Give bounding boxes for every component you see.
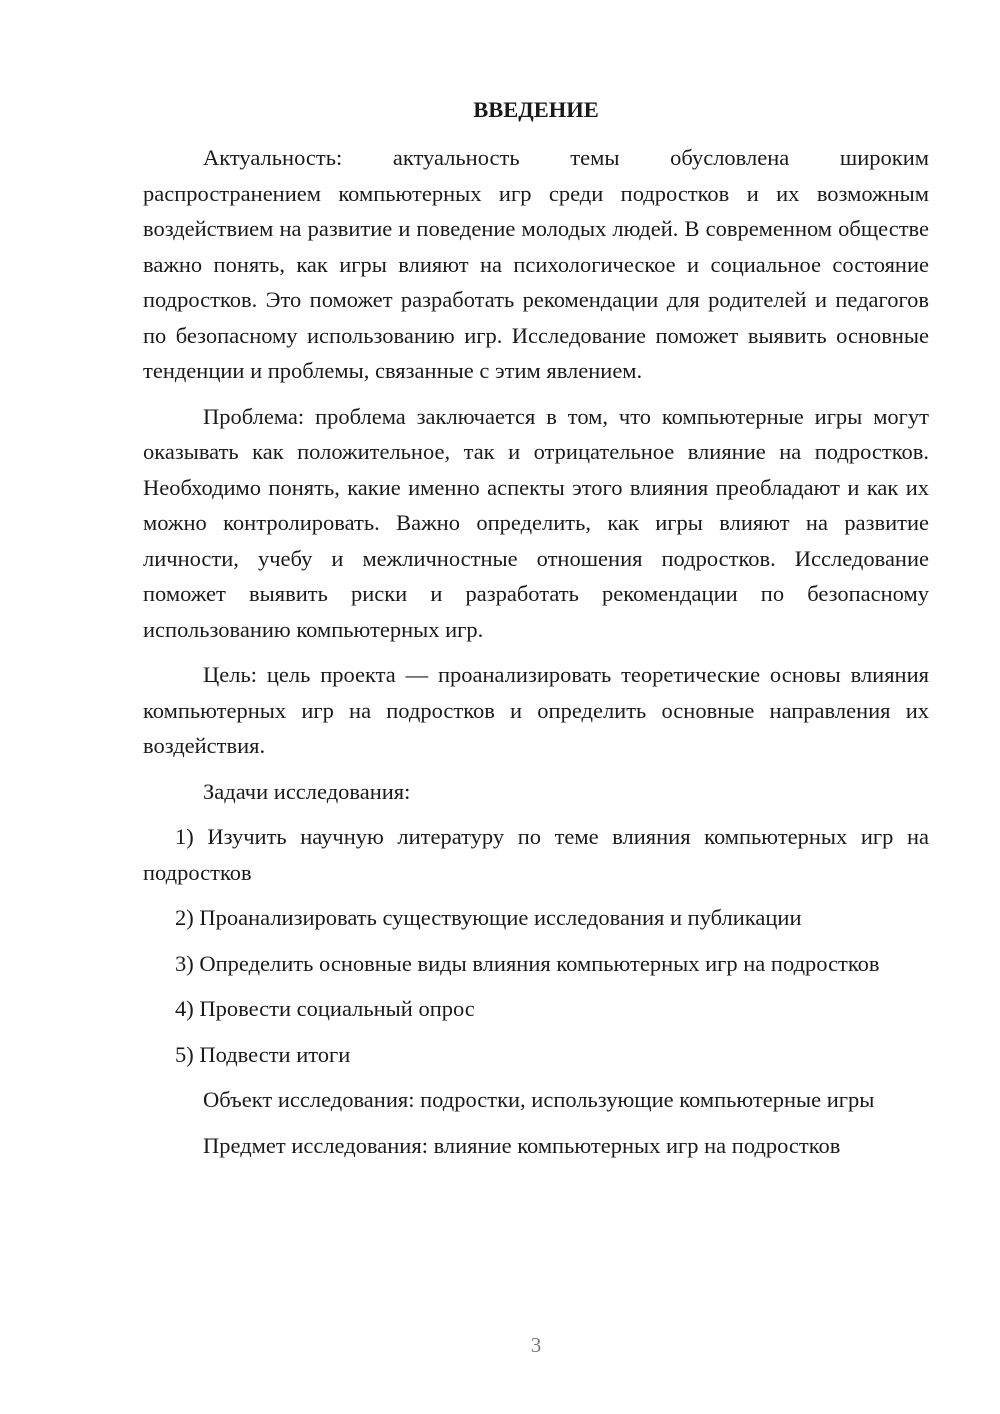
task-item-3: 3) Определить основные виды влияния компьютерных игр на подростков bbox=[175, 950, 880, 976]
section-title: ВВЕДЕНИЕ bbox=[473, 97, 599, 122]
object-paragraph: Объект исследования: подростки, использующие компьютерные игры bbox=[203, 1087, 875, 1112]
relevance-paragraph: Актуальность: актуальность темы обусловлена широким распространением компьютерных игр среди подростков и их возможным воздействием на развитие и поведение молодых людей. В современном обществе важно понять, как игры влияют на психологическое и социальное состояние подростков. Это поможет разработать рекомендации для родителей и педагогов по безопасному использованию игр. Исследование поможет выявить основные тенденции и проблемы, связанные с этим явлением. bbox=[143, 145, 929, 383]
task-item-4: 4) Провести социальный опрос bbox=[175, 996, 475, 1021]
problem-paragraph: Проблема: проблема заключается в том, что компьютерные игры могут оказывать как положительное, так и отрицательное влияние на подростков. Необходимо понять, какие именно аспекты этого влияния преобладают и как их можно контролировать. Важно определить, как игры влияют на развитие личности, учебу и межличностные отношения подростков. Исследование поможет выявить риски и разработать рекомендации по безопасному использованию компьютерных игр. bbox=[143, 403, 929, 642]
document-page bbox=[143, 92, 929, 1173]
page-number: 3 bbox=[530, 1333, 542, 1357]
tasks-heading: Задачи исследования: bbox=[203, 778, 411, 804]
task-item-5: 5) Подвести итоги bbox=[175, 1041, 351, 1067]
task-item-2: 2) Проанализировать существующие исследования и публикации bbox=[175, 905, 802, 930]
goal-paragraph: Цель: цель проекта — проанализировать теоретические основы влияния компьютерных игр на подростков и определить основные направления их воздействия. bbox=[143, 662, 929, 758]
task-item-1: 1) Изучить научную литературу по теме влияния компьютерных игр на подростков bbox=[143, 824, 929, 885]
subject-paragraph: Предмет исследования: влияние компьютерных игр на подростков bbox=[203, 1132, 841, 1158]
